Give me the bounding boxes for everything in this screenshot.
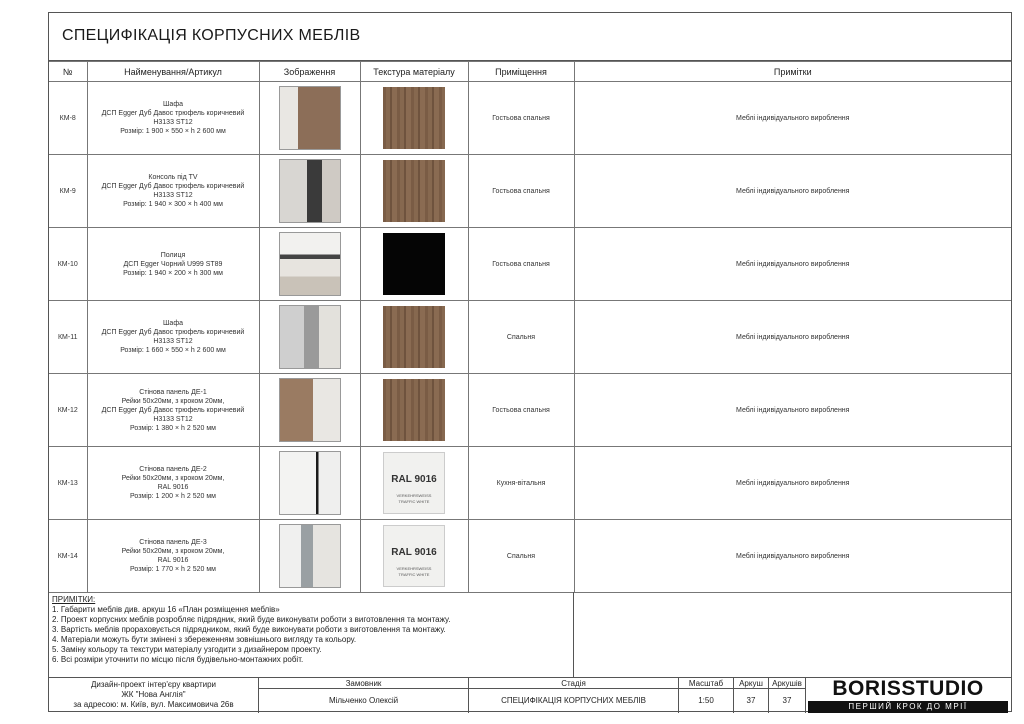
item-name-line: Розмір: 1 940 × 300 × h 400 мм (123, 201, 223, 208)
texture-cell (360, 228, 468, 301)
note-item: 3. Вартість меблів прораховується підрядником, який буде виконувати роботи з виготовлення та монтажу. (52, 625, 446, 634)
ral-name-de: VERKEHRSWEISS (396, 493, 432, 498)
texture-cell (360, 82, 468, 155)
note-item: 2. Проект корпусних меблів розробляє підрядник, який буде виконувати роботи з виготовлення та монтажу. (52, 615, 451, 624)
scale-cell (679, 678, 734, 713)
header-number: № (49, 62, 87, 82)
interior-render-image (279, 378, 341, 442)
item-note: Меблі індивідуального вироблення (574, 447, 1011, 520)
client-label: Замовник (259, 678, 468, 689)
project-address: за адресою: м. Київ, вул. Максимовича 26в (73, 700, 234, 709)
item-room: Гостьова спальня (468, 82, 574, 155)
ral-code: RAL 9016 (391, 547, 437, 558)
item-name-line: ДСП Egger Дуб Давос трюфель коричневий (101, 110, 245, 117)
ral-name-en: TRAFFIC WHITE (398, 572, 430, 577)
table-row (49, 228, 1011, 301)
client-cell (259, 678, 469, 713)
item-name-line: Стінова панель ДЕ-2 (139, 466, 207, 473)
texture-cell (360, 155, 468, 228)
header-room: Приміщення (468, 62, 574, 82)
project-line: Дизайн-проект інтер'єру квартири (90, 680, 216, 689)
item-name-line: Рейки 50х20мм, з кроком 20мм, (121, 397, 225, 405)
interior-render-image (279, 451, 341, 515)
item-name-line: H3133 ST12 (153, 415, 193, 423)
material-texture-swatch (383, 233, 445, 295)
material-texture-swatch (383, 525, 445, 587)
notes-block (49, 592, 574, 677)
material-texture-swatch (383, 452, 445, 514)
item-name (87, 520, 259, 593)
scale-value: 1:50 (698, 696, 714, 705)
interior-render-image (279, 305, 341, 369)
item-room: Спальня (468, 520, 574, 593)
sheet-cell (734, 678, 769, 713)
sheet-label: Аркуш (734, 678, 768, 689)
texture-cell (360, 301, 468, 374)
item-name-line: ДСП Egger Дуб Давос трюфель коричневий (101, 406, 245, 414)
item-room: Спальня (468, 301, 574, 374)
header-texture: Текстура матеріалу (360, 62, 468, 82)
item-room: Гостьова спальня (468, 155, 574, 228)
note-item: 6. Всі розміри уточнити по місцю після будівельно-монтажних робіт. (52, 655, 304, 664)
item-name-line: ДСП Egger Чорний U999 ST89 (123, 260, 223, 268)
texture-cell (360, 447, 468, 520)
item-image-cell (259, 155, 360, 228)
interior-render-image (279, 159, 341, 223)
item-name (87, 374, 259, 447)
table-row (49, 301, 1011, 374)
project-line: ЖК "Нова Англія" (121, 690, 186, 699)
item-name-line: Розмір: 1 770 × h 2 520 мм (130, 566, 216, 573)
specification-table (49, 61, 1011, 593)
item-note: Меблі індивідуального вироблення (574, 82, 1011, 155)
table-row (49, 520, 1011, 593)
item-name-line: Розмір: 1 200 × h 2 520 мм (130, 493, 216, 500)
item-note: Меблі індивідуального вироблення (574, 374, 1011, 447)
item-name-line: Шафа (163, 101, 183, 108)
logo-wordmark: BORISSTUDIO (832, 677, 984, 700)
item-room: Кухня-вітальня (468, 447, 574, 520)
item-name-line: H3133 ST12 (153, 192, 193, 199)
item-image-cell (259, 374, 360, 447)
ral-code: RAL 9016 (391, 474, 437, 485)
table-row (49, 447, 1011, 520)
item-room: Гостьова спальня (468, 374, 574, 447)
item-name-line: ДСП Egger Дуб Давос трюфель коричневий (101, 329, 245, 336)
item-name (87, 228, 259, 301)
item-number: КМ-14 (49, 520, 87, 593)
item-note: Меблі індивідуального вироблення (574, 228, 1011, 301)
material-texture-swatch (383, 379, 445, 441)
sheets-cell (769, 678, 806, 713)
title-block (49, 677, 1011, 712)
item-name-line: Розмір: 1 660 × 550 × h 2 600 мм (120, 347, 226, 354)
item-image-cell (259, 82, 360, 155)
table-row (49, 82, 1011, 155)
item-name-line: RAL 9016 (157, 484, 189, 491)
notes-heading: ПРИМІТКИ: (52, 595, 96, 604)
material-texture-swatch (383, 306, 445, 368)
header-notes: Примітки (574, 62, 1011, 82)
item-name (87, 82, 259, 155)
item-room: Гостьова спальня (468, 228, 574, 301)
note-item: 5. Заміну кольору та текстури матеріалу узгодити з дизайнером проекту. (52, 645, 322, 654)
note-item: 4. Матеріали можуть бути змінені з збереженням зовнішнього вигляду та кольору. (52, 635, 357, 644)
item-number: КМ-12 (49, 374, 87, 447)
drawing-sheet (48, 12, 1012, 712)
item-name-line: Стінова панель ДЕ-3 (139, 539, 207, 546)
scale-label: Масштаб (679, 678, 733, 689)
item-note: Меблі індивідуального вироблення (574, 155, 1011, 228)
item-image-cell (259, 301, 360, 374)
logo-tagline: ПЕРШИЙ КРОК ДО МРІЇ (808, 701, 1008, 713)
item-number: КМ-9 (49, 155, 87, 228)
table-row (49, 155, 1011, 228)
item-number: КМ-13 (49, 447, 87, 520)
item-note: Меблі індивідуального вироблення (574, 520, 1011, 593)
sheets-value: 37 (782, 696, 792, 705)
item-name-line: Консоль під TV (148, 174, 198, 181)
table-header-row (49, 62, 1011, 82)
item-image-cell (259, 228, 360, 301)
sheets-label: Аркушів (769, 678, 805, 689)
item-name-line: Стінова панель ДЕ-1 (139, 388, 207, 396)
header-image: Зображення (259, 62, 360, 82)
material-texture-swatch (383, 160, 445, 222)
item-name-line: Розмір: 1 380 × h 2 520 мм (130, 424, 216, 432)
item-name-line: ДСП Egger Дуб Давос трюфель коричневий (101, 183, 245, 190)
item-name-line: Розмір: 1 900 × 550 × h 2 600 мм (120, 128, 226, 135)
item-number: КМ-11 (49, 301, 87, 374)
client-value: Мільченко Олексій (328, 696, 399, 705)
item-image-cell (259, 520, 360, 593)
texture-cell (360, 520, 468, 593)
item-name-line: RAL 9016 (157, 557, 189, 564)
note-item: 1. Габарити меблів див. аркуш 16 «План розміщення меблів» (52, 605, 280, 614)
ral-name-de: VERKEHRSWEISS (396, 566, 432, 571)
stage-value: СПЕЦИФІКАЦІЯ КОРПУСНИХ МЕБЛІВ (501, 696, 646, 705)
sheet-value: 37 (746, 696, 756, 705)
item-name-line: Шафа (163, 320, 183, 327)
item-name-line: H3133 ST12 (153, 338, 193, 345)
page-title: СПЕЦИФІКАЦІЯ КОРПУСНИХ МЕБЛІВ (49, 13, 1011, 61)
texture-cell (360, 374, 468, 447)
item-name (87, 301, 259, 374)
interior-render-image (279, 232, 341, 296)
item-name-line: Рейки 50х20мм, з кроком 20мм, (121, 475, 225, 482)
material-texture-swatch (383, 87, 445, 149)
table-row (49, 374, 1011, 447)
stage-label: Стадія (469, 678, 678, 689)
interior-render-image (279, 86, 341, 150)
stage-cell (469, 678, 679, 713)
studio-logo (806, 678, 1011, 713)
item-name-line: Рейки 50х20мм, з кроком 20мм, (121, 548, 225, 555)
ral-name-en: TRAFFIC WHITE (398, 499, 430, 504)
item-name (87, 447, 259, 520)
item-name-line: H3133 ST12 (153, 119, 193, 126)
item-image-cell (259, 447, 360, 520)
project-info (49, 678, 259, 713)
interior-render-image (279, 524, 341, 588)
item-note: Меблі індивідуального вироблення (574, 301, 1011, 374)
item-name-line: Полиця (160, 251, 186, 259)
item-number: КМ-8 (49, 82, 87, 155)
header-name: Найменування/Артикул (87, 62, 259, 82)
item-number: КМ-10 (49, 228, 87, 301)
item-name (87, 155, 259, 228)
item-name-line: Розмір: 1 940 × 200 × h 300 мм (123, 269, 223, 277)
